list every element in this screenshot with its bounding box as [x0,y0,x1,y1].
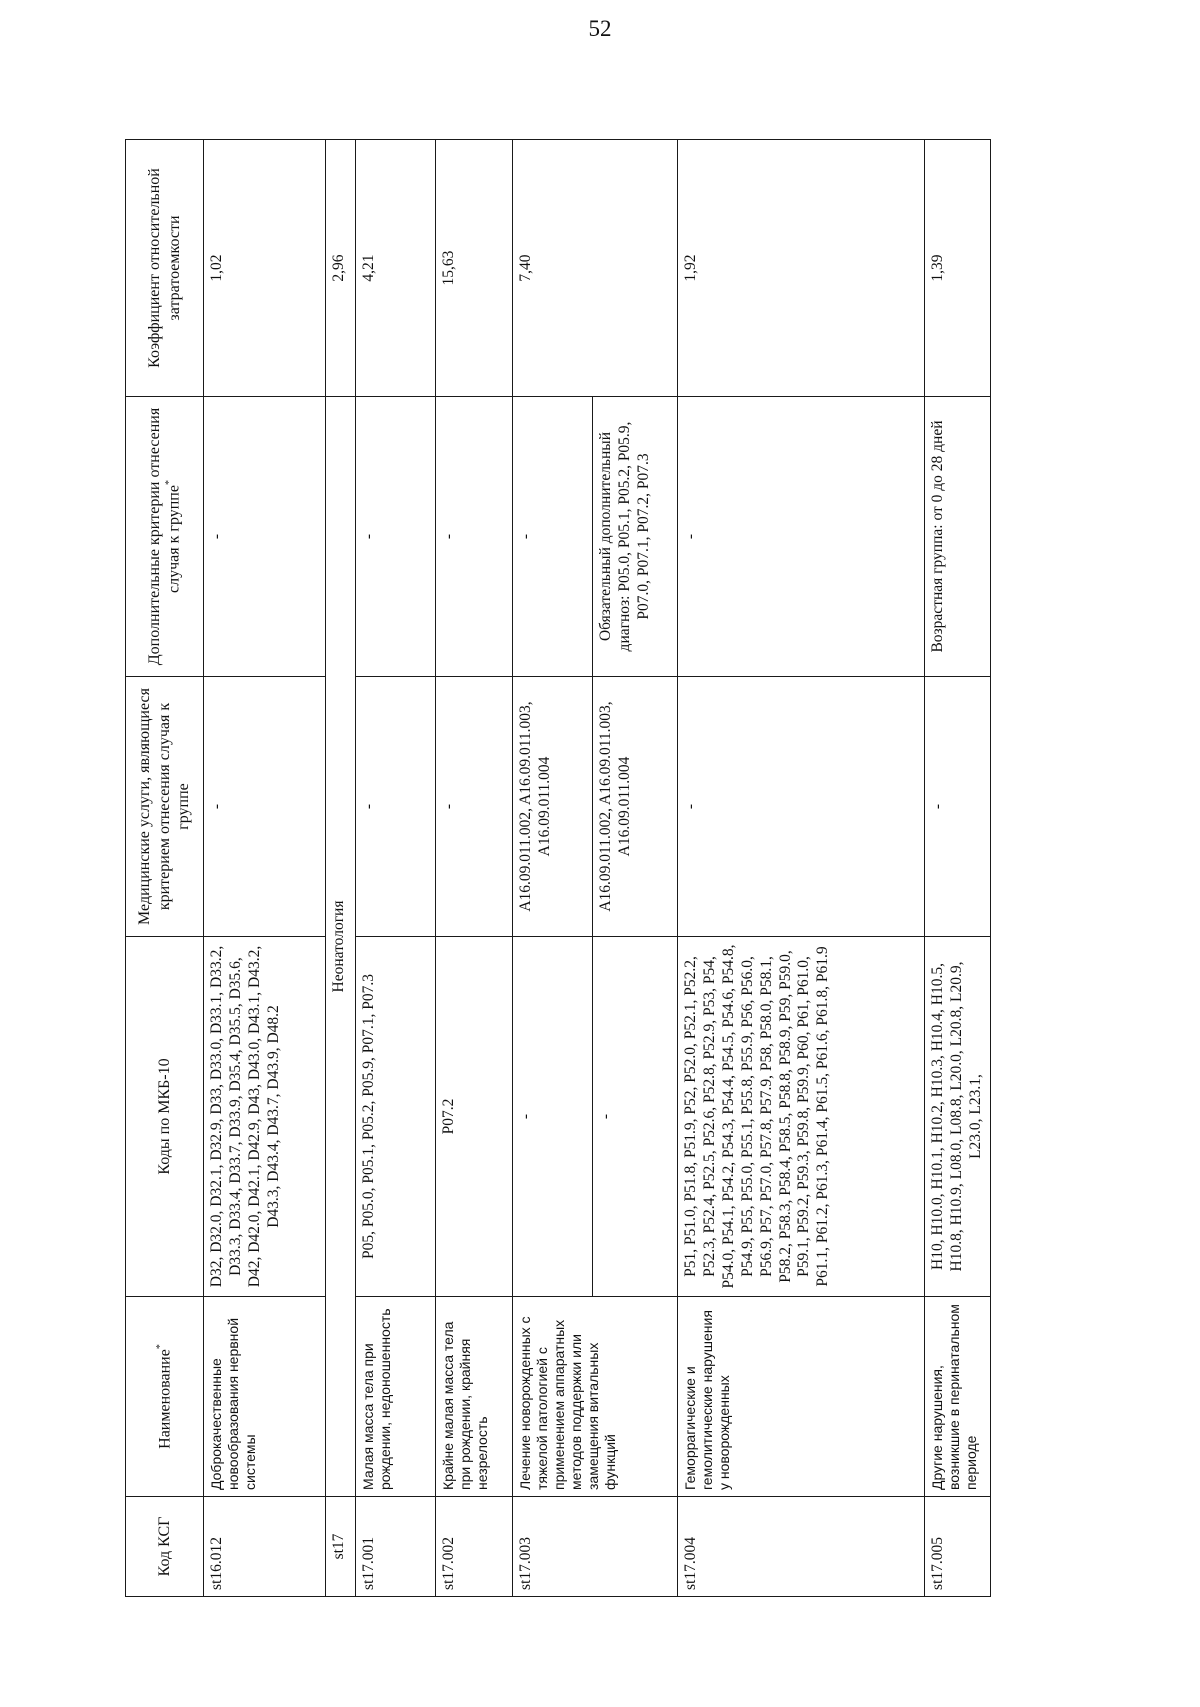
header-row [126,140,204,1597]
row-code: st17.001 [356,1497,436,1597]
page-number: 52 [588,16,612,41]
header-name [126,1297,204,1497]
header-name-mark: * [154,1344,166,1350]
row-krit: Обязательный дополнительный диагноз: P05.0, P05.1, P05.2, P05.9, P07.0, P07.1, P07.2, P07.3 [593,397,678,677]
row-uslugi: A16.09.011.002, A16.09.011.003, A16.09.011.004 [513,677,593,937]
row-code: st17.004 [678,1497,925,1597]
row-mkb: P07.2 [436,937,513,1297]
header-krit-mark: * [164,480,176,486]
row-code: st17.003 [513,1497,678,1597]
header-uslugi: Медицинские услуги, являющиеся критерием отнесения случая к группе [126,677,204,937]
row-uslugi: - [436,677,513,937]
row-uslugi: - [925,677,991,937]
row-mkb: D32, D32.0, D32.1, D32.9, D33, D33.0, D33.1, D33.2, D33.3, D33.4, D33.7, D33.9, D35.4, D35.5, D35.6, D42, D42.0, D42.1, D42.9, D43, D43.0, D43.1, D43.2, D43.3, D43.4, D43.7, D43.9, D48.2 [204,937,326,1297]
table-row [513,140,593,1597]
row-uslugi: - [356,677,436,937]
row-uslugi: - [204,677,326,937]
row-krit: Возрастная группа: от 0 до 28 дней [925,397,991,677]
row-mkb: H10, H10.0, H10.1, H10.2, H10.3, H10.4, H10.5, H10.8, H10.9, L08.0, L08.8, L20.0, L20.8, L20.9, L23.0, L23.1, [925,937,991,1297]
row-krit: - [204,397,326,677]
section-title: Неонатология [326,397,356,1497]
row-name: Малая масса тела при рождении, недоношенность [356,1297,436,1497]
header-code: Код КСГ [126,1497,204,1597]
row-koef: 1,92 [678,140,925,397]
row-name: Лечение новорожденных с тяжелой патологией с применением аппаратных методов поддержки или замещения витальных функций [513,1297,678,1497]
row-name: Геморрагические и гемолитические нарушения у новорожденных [678,1297,925,1497]
row-koef: 7,40 [513,140,678,397]
header-krit-text: Дополнительные критерии отнесения случая к группе [145,407,183,666]
row-koef: 15,63 [436,140,513,397]
row-koef: 1,02 [204,140,326,397]
header-koef: Коэффициент относительной затратоемкости [126,140,204,397]
header-mkb: Коды по МКБ-10 [126,937,204,1297]
row-mkb: - [513,937,593,1297]
row-krit: - [513,397,593,677]
row-krit: - [356,397,436,677]
row-code: st17.005 [925,1497,991,1597]
section-row [326,140,356,1597]
ksg-table [125,139,991,1597]
section-koef: 2,96 [326,140,356,397]
header-krit [126,397,204,677]
rotated-table-wrapper [125,140,984,1597]
row-name: Другие нарушения, возникшие в перинатальном периоде [925,1297,991,1497]
row-mkb: P51, P51.0, P51.8, P51.9, P52, P52.0, P52.1, P52.2, P52.3, P52.4, P52.5, P52.6, P52.8, P52.9, P53, P54, P54.0, P54.1, P54.2, P54.3, P54.4, P54.5, P54.6, P54.8, P54.9, P55, P55.0, P55.1, P55.8, P55.9, P56, P56.0, P56.9, P57, P57.0, P57.8, P57.9, P58, P58.0, P58.1, P58.2, P58.3, P58.4, P58.5, P58.8, P58.9, P59, P59.0, P59.1, P59.2, P59.3, P59.8, P59.9, P60, P61, P61.0, P61.1, P61.2, P61.3, P61.4, P61.5, P61.6, P61.8, P61.9 [678,937,925,1297]
table-row [204,140,326,1597]
row-name: Крайне малая масса тела при рождении, крайняя незрелость [436,1297,513,1497]
row-code: st16.012 [204,1497,326,1597]
row-koef: 1,39 [925,140,991,397]
row-krit: - [436,397,513,677]
section-code: st17 [326,1497,356,1597]
row-code: st17.002 [436,1497,513,1597]
row-mkb: - [593,937,678,1297]
table-row [436,140,513,1597]
table-row [925,140,991,1597]
row-name: Доброкачественные новообразования нервной системы [204,1297,326,1497]
table-row [356,140,436,1597]
row-uslugi: A16.09.011.002, A16.09.011.003, A16.09.011.004 [593,677,678,937]
header-name-text: Наименование [155,1349,173,1449]
row-koef: 4,21 [356,140,436,397]
table-row [678,140,925,1597]
row-uslugi: - [678,677,925,937]
row-mkb: P05, P05.0, P05.1, P05.2, P05.9, P07.1, P07.3 [356,937,436,1297]
row-krit: - [678,397,925,677]
